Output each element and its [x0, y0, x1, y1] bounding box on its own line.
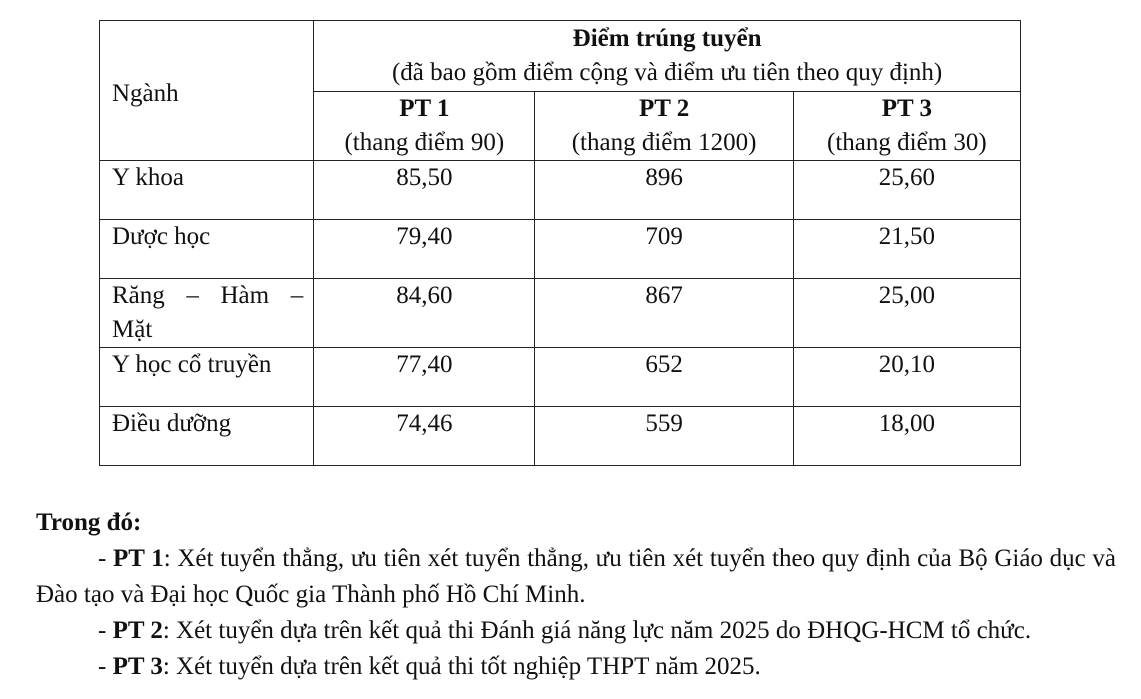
method-scale: (thang điểm 90) — [344, 129, 505, 156]
method-scale: (thang điểm 1200) — [571, 129, 757, 156]
row-score-pt2: 867 — [535, 279, 793, 348]
method-code: PT 3 — [881, 95, 932, 122]
row-score-pt3: 21,50 — [793, 220, 1020, 279]
method-code: PT 1 — [399, 95, 450, 122]
admission-scores-table — [99, 20, 1021, 466]
row-score-pt3: 18,00 — [793, 407, 1020, 466]
note-prefix: - — [98, 545, 114, 572]
note-code: PT 2 — [112, 617, 163, 644]
note-text: : Xét tuyển dựa trên kết quả thi Đánh giá năng lực năm 2025 do ĐHQG-HCM tổ chức. — [162, 617, 1032, 644]
table-row — [100, 161, 1021, 220]
note-item-pt1 — [36, 541, 1116, 613]
header-score-group — [314, 21, 1021, 92]
row-score-pt3: 25,60 — [793, 161, 1020, 220]
row-major-name: Điều dưỡng — [100, 407, 314, 466]
row-major-name: Dược học — [100, 220, 314, 279]
note-prefix: - — [98, 617, 113, 644]
note-code: PT 3 — [112, 653, 163, 680]
row-score-pt3: 25,00 — [793, 279, 1020, 348]
header-method-pt2 — [535, 92, 793, 161]
note-text: : Xét tuyển thẳng, ưu tiên xét tuyển thẳng, ưu tiên xét tuyển theo quy định của Bộ Giáo dục và Đào tạo và Đại học Quốc gia Thành phố Hồ Chí Minh. — [36, 545, 1116, 608]
row-score-pt1: 74,46 — [314, 407, 535, 466]
header-score-subtitle: (đã bao gồm điểm cộng và điểm ưu tiên theo quy định) — [391, 59, 943, 86]
header-score-title: Điểm trúng tuyển — [572, 25, 762, 52]
note-item-pt3 — [36, 649, 1116, 685]
table-header-row — [100, 21, 1021, 92]
note-item-pt2 — [36, 613, 1116, 649]
table-row — [100, 220, 1021, 279]
note-text: : Xét tuyển dựa trên kết quả thi tốt nghiệp THPT năm 2025. — [162, 653, 761, 680]
row-score-pt1: 77,40 — [314, 348, 535, 407]
table-row — [100, 407, 1021, 466]
row-major-name: Y khoa — [100, 161, 314, 220]
row-score-pt1: 79,40 — [314, 220, 535, 279]
row-score-pt2: 896 — [535, 161, 793, 220]
row-major-name: Răng – Hàm – Mặt — [100, 279, 314, 348]
notes-section — [36, 505, 1116, 685]
row-score-pt2: 559 — [535, 407, 793, 466]
row-score-pt2: 652 — [535, 348, 793, 407]
table-row — [100, 279, 1021, 348]
header-nganh: Ngành — [100, 21, 314, 161]
table-row — [100, 348, 1021, 407]
row-score-pt1: 85,50 — [314, 161, 535, 220]
notes-heading: Trong đó: — [36, 509, 142, 536]
note-code: PT 1 — [113, 545, 164, 572]
row-score-pt1: 84,60 — [314, 279, 535, 348]
method-code: PT 2 — [638, 95, 690, 122]
row-major-name: Y học cổ truyền — [100, 348, 314, 407]
row-score-pt3: 20,10 — [793, 348, 1020, 407]
note-prefix: - — [98, 653, 113, 680]
header-method-pt3 — [793, 92, 1020, 161]
header-method-pt1 — [314, 92, 535, 161]
row-score-pt2: 709 — [535, 220, 793, 279]
method-scale: (thang điểm 30) — [827, 129, 987, 156]
